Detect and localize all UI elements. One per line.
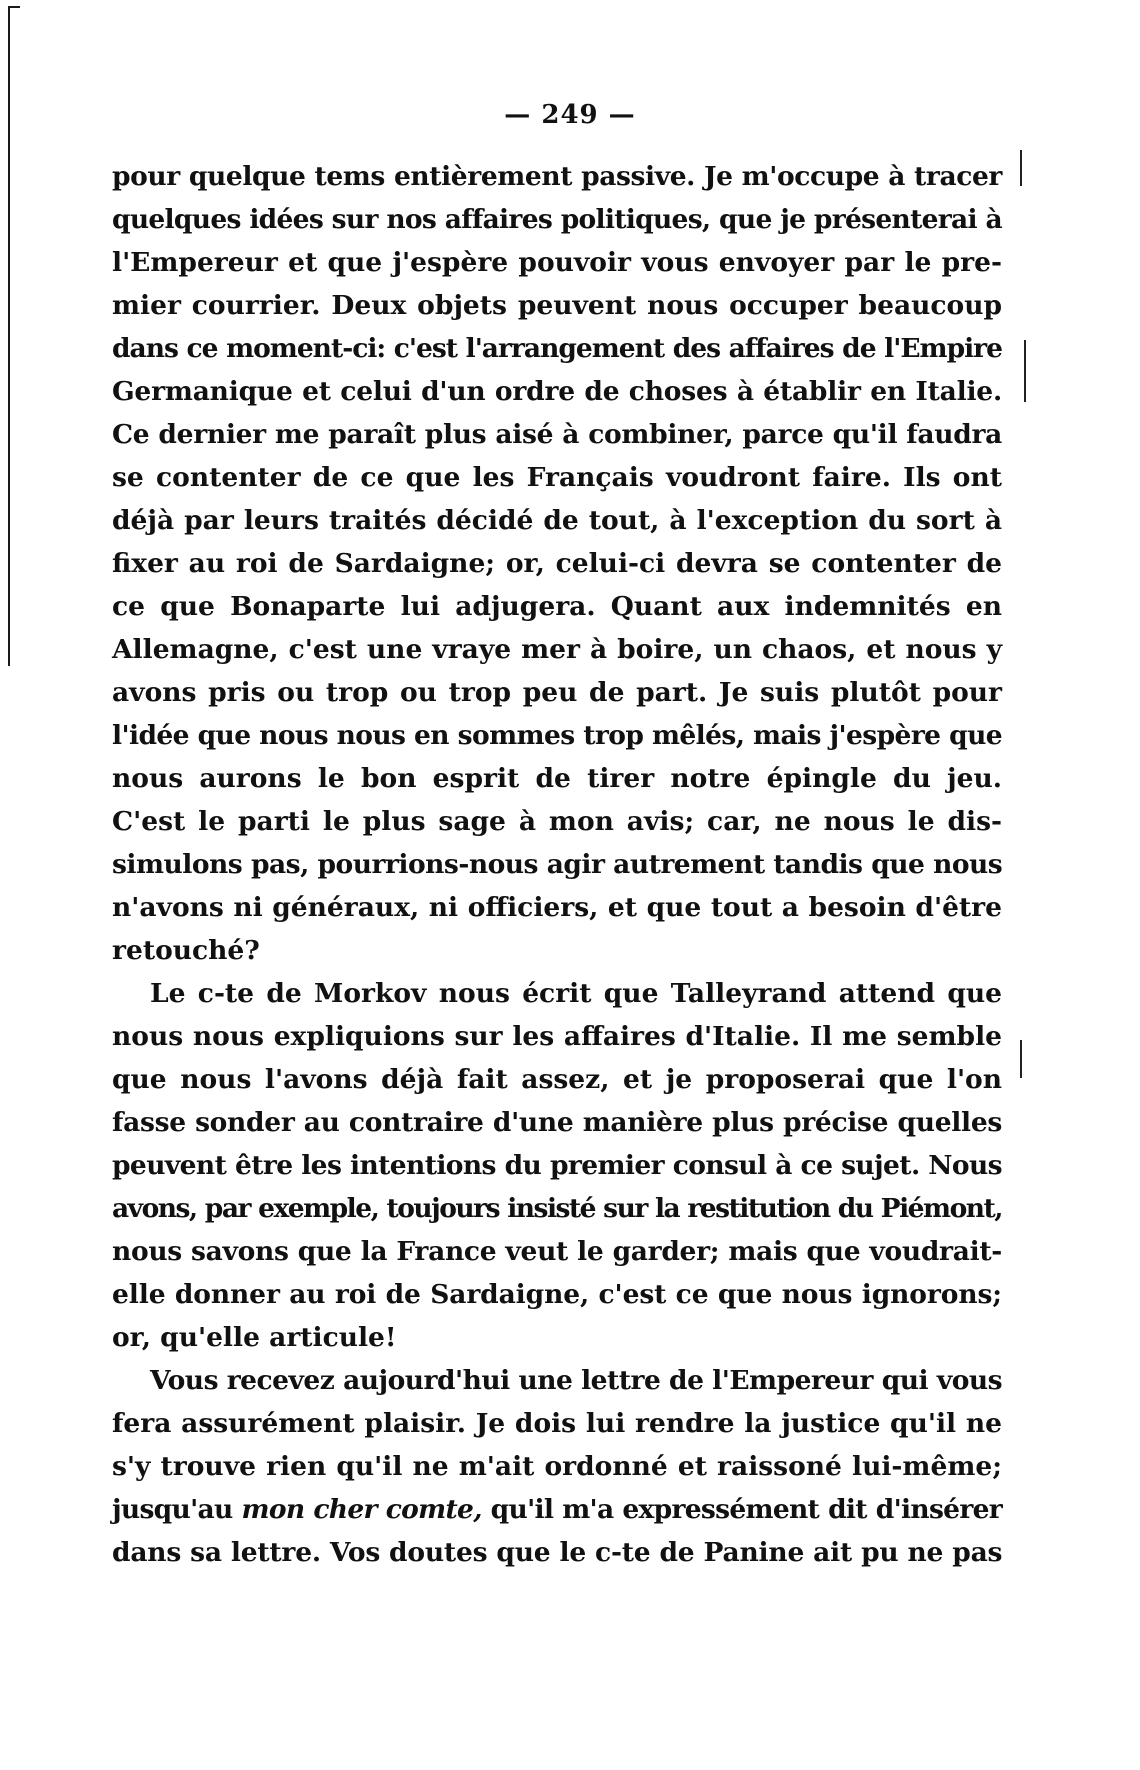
text-line: peuvent être les intentions du premier consul à ce sujet. Nous	[112, 1150, 1002, 1181]
text-line: C'est le parti le plus sage à mon avis; car, ne nous le dis-	[112, 806, 1002, 837]
margin-mark	[1024, 340, 1026, 402]
paragraph	[112, 1359, 1002, 1574]
text-line: avons pris ou trop ou trop peu de part. Je suis plutôt pour	[112, 677, 1002, 708]
italic-phrase: mon cher comte,	[241, 1494, 482, 1525]
text-line: se contenter de ce que les Français voudront faire. Ils ont	[112, 462, 1002, 493]
text-line: Allemagne, c'est une vraye mer à boire, un chaos, et nous y	[112, 634, 1002, 665]
paragraph	[112, 972, 1002, 1359]
margin-mark	[1020, 150, 1022, 186]
text-line: avons, par exemple, toujours insisté sur la restitution du Piémont,	[112, 1193, 1002, 1224]
text-line: dans ce moment-ci: c'est l'arrangement des affaires de l'Empire	[112, 333, 1002, 364]
body-text	[112, 155, 1002, 1574]
text-line: s'y trouve rien qu'il ne m'ait ordonné et raissoné lui-même;	[112, 1451, 1002, 1482]
text-line: nous savons que la France veut le garder; mais que voudrait-	[112, 1236, 1002, 1267]
text-line: retouché?	[112, 935, 260, 966]
text-run: jusqu'au	[112, 1494, 242, 1525]
text-line: Ce dernier me paraît plus aisé à combiner, parce qu'il faudra	[112, 419, 1002, 450]
text-line: ce que Bonaparte lui adjugera. Quant aux indemnités en	[112, 591, 1002, 622]
text-line: fasse sonder au contraire d'une manière plus précise quelles	[112, 1107, 1002, 1138]
text-line: n'avons ni généraux, ni officiers, et que tout a besoin d'être	[112, 892, 1002, 923]
page-edge-corner	[8, 6, 20, 8]
paragraph	[112, 155, 1002, 972]
text-line: pour quelque tems entièrement passive. Je m'occupe à tracer	[112, 161, 1002, 192]
text-line: Germanique et celui d'un ordre de choses à établir en Italie.	[112, 376, 1002, 407]
page-number: — 249 —	[504, 100, 636, 130]
text-line: or, qu'elle articule!	[112, 1322, 397, 1353]
text-line: simulons pas, pourrions-nous agir autrement tandis que nous	[112, 849, 1003, 880]
text-line: quelques idées sur nos affaires politiques, que je présenterai à	[112, 204, 1002, 235]
text-line: l'Empereur et que j'espère pouvoir vous envoyer par le pre-	[112, 247, 1002, 278]
text-line: déjà par leurs traités décidé de tout, à l'exception du sort à	[112, 505, 1002, 536]
text-line: fera assurément plaisir. Je dois lui rendre la justice qu'il ne	[112, 1408, 1002, 1439]
text-line: Le c-te de Morkov nous écrit que Talleyrand attend que	[150, 978, 1002, 1009]
text-line: fixer au roi de Sardaigne; or, celui-ci devra se contenter de	[112, 548, 1002, 579]
text-line: nous nous expliquions sur les affaires d'Italie. Il me semble	[112, 1021, 1002, 1052]
text-line: que nous l'avons déjà fait assez, et je proposerai que l'on	[112, 1064, 1002, 1095]
text-line: Vous recevez aujourd'hui une lettre de l'Empereur qui vous	[150, 1365, 1003, 1396]
text-line: dans sa lettre. Vos doutes que le c-te de Panine ait pu ne pas	[112, 1537, 1003, 1568]
text-line: mier courrier. Deux objets peuvent nous occuper beaucoup	[112, 290, 1002, 321]
text-line: nous aurons le bon esprit de tirer notre épingle du jeu.	[112, 763, 1002, 794]
text-run: qu'il m'a expressément dit d'insérer	[481, 1494, 1003, 1525]
text-line: elle donner au roi de Sardaigne, c'est ce que nous ignorons;	[112, 1279, 1002, 1310]
text-line: l'idée que nous nous en sommes trop mêlés, mais j'espère que	[112, 720, 1002, 751]
margin-mark	[1020, 1040, 1022, 1078]
text-line-with-italic	[112, 1488, 1002, 1531]
